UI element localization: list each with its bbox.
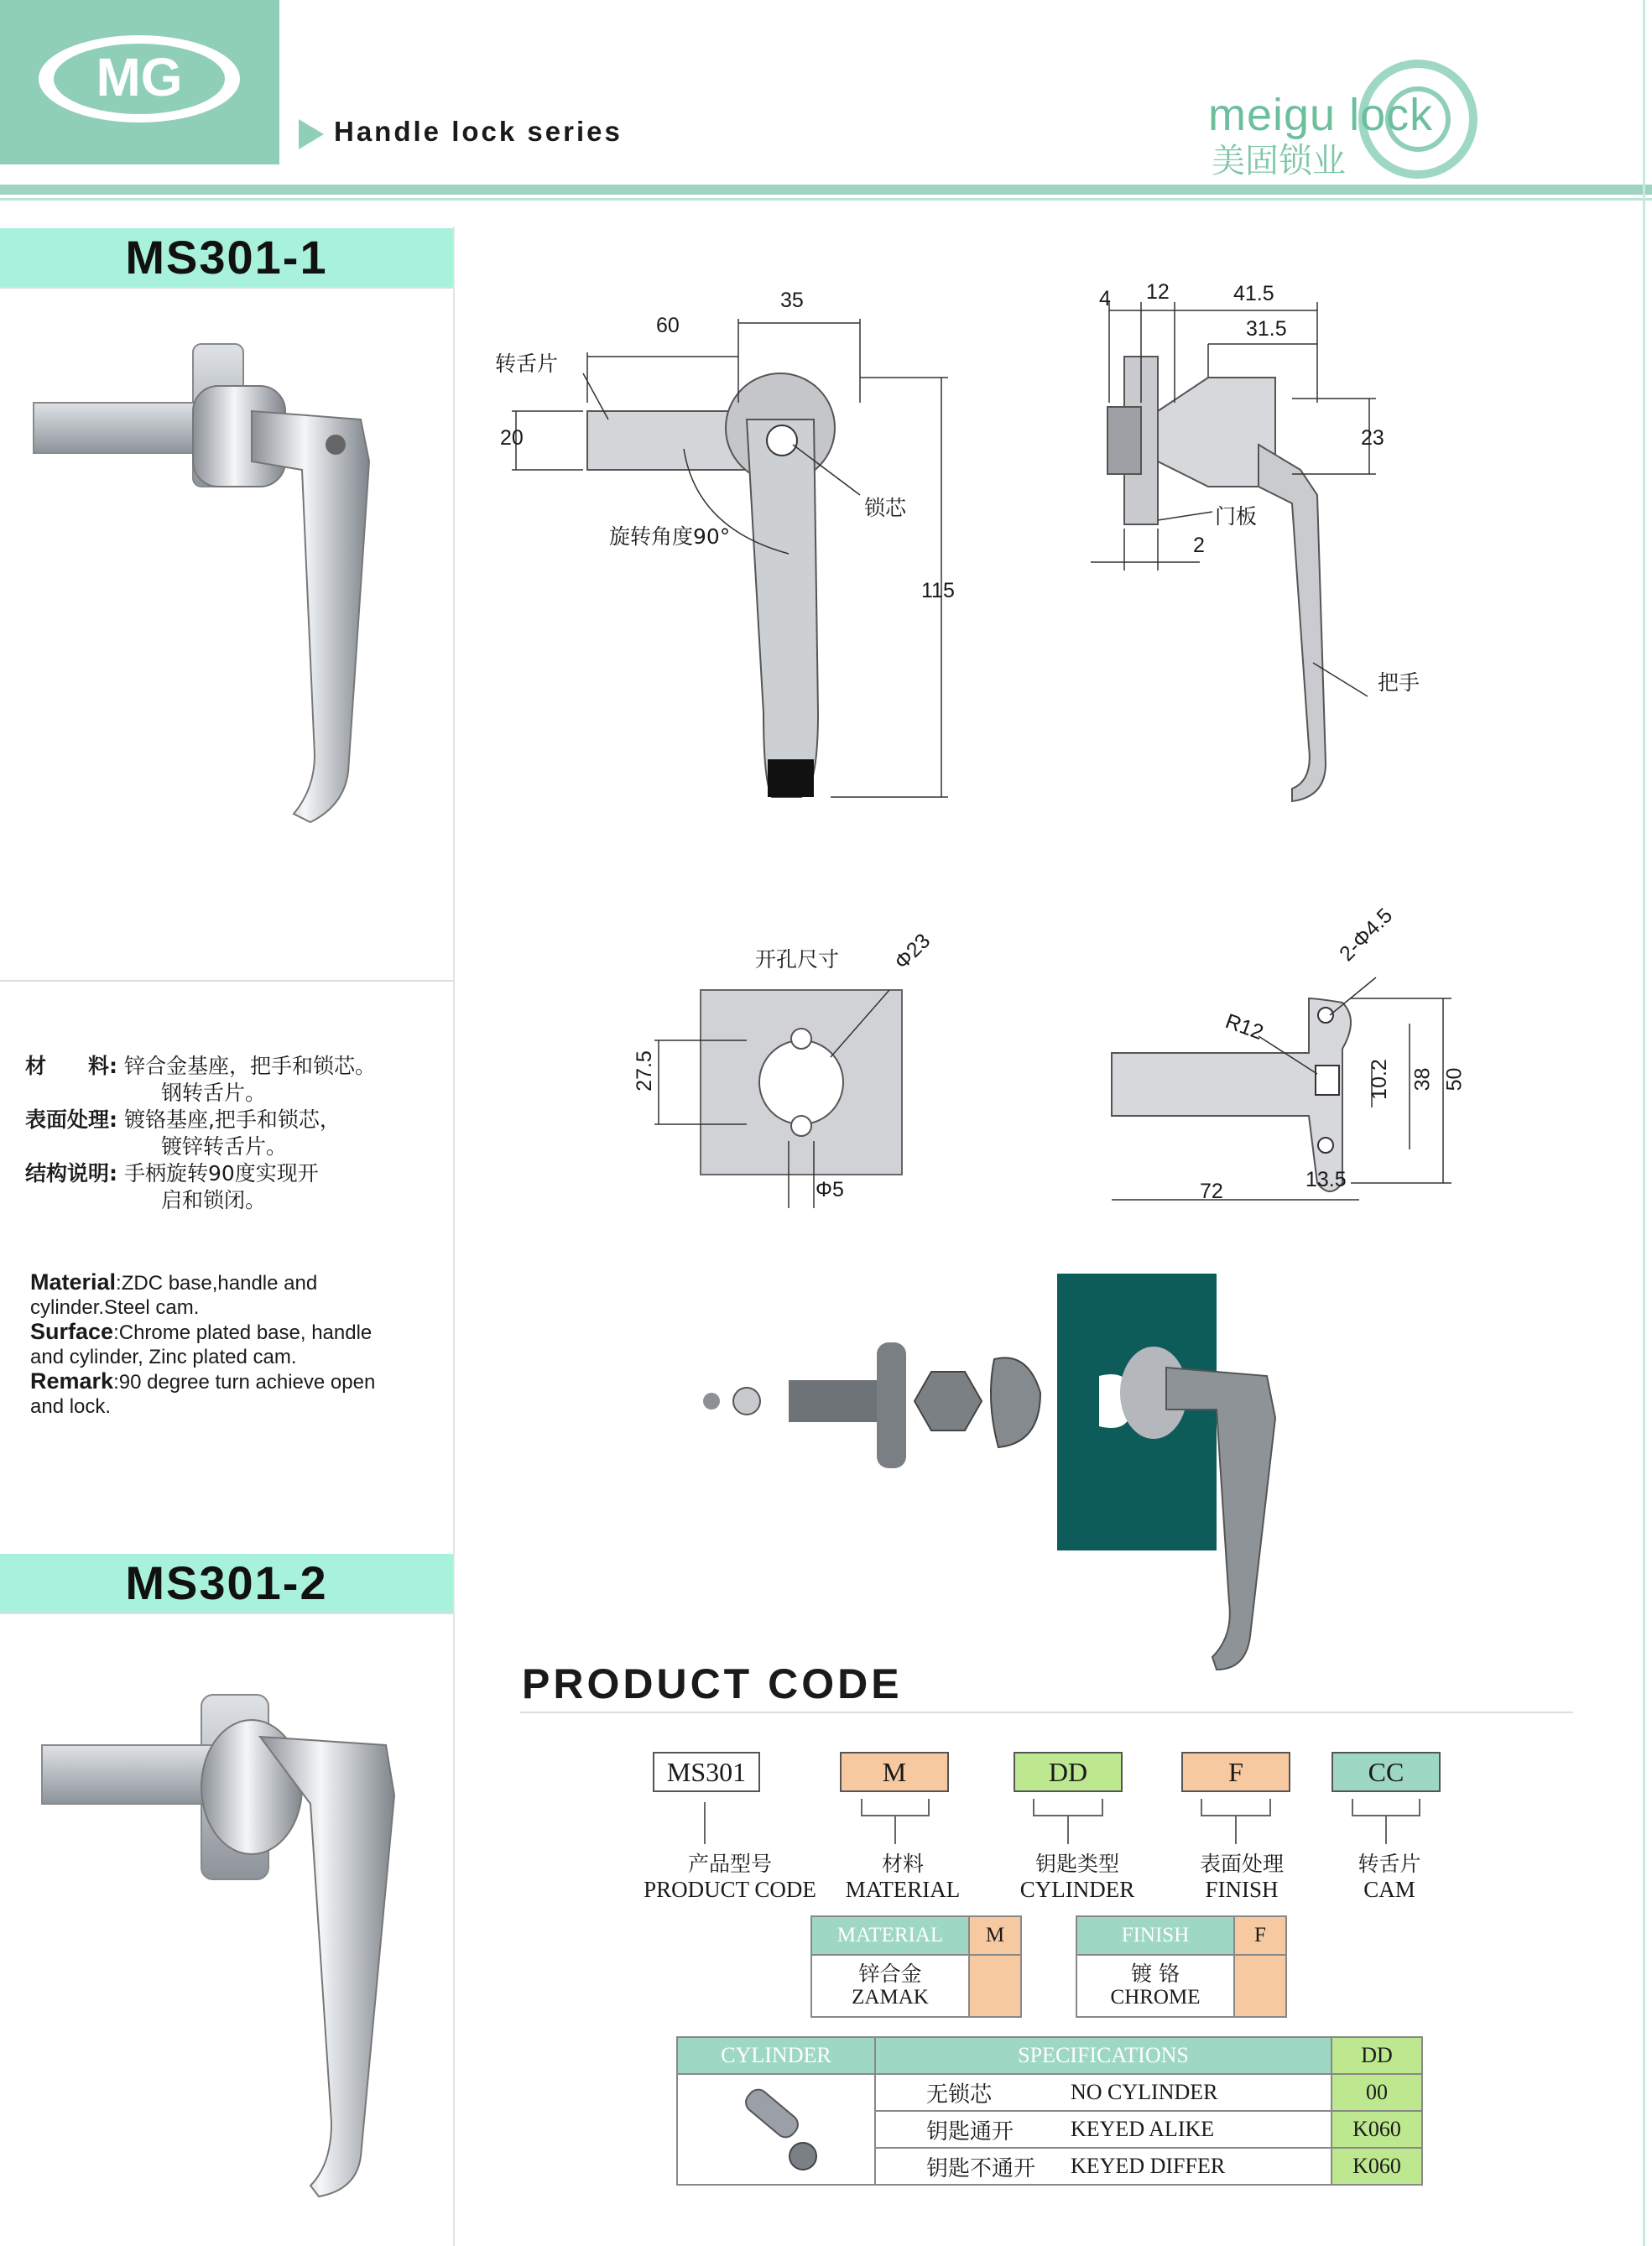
cylinder-label: 锁芯 — [864, 496, 907, 520]
dim-label: 2 — [1193, 534, 1205, 557]
caption-en: MATERIAL — [845, 1877, 961, 1902]
caption-en: CAM — [1363, 1877, 1415, 1902]
caption-en: FINISH — [1205, 1877, 1279, 1902]
product-code-title: PRODUCT CODE — [522, 1660, 903, 1707]
spec-en: KEYED ALIKE — [1070, 2111, 1332, 2148]
table-header-code: F — [1234, 1916, 1286, 1955]
caption-cn: 转舌片 — [1358, 1852, 1421, 1876]
code-caption-product — [621, 1851, 839, 1901]
brand-en: meigu lock — [1208, 90, 1434, 140]
desc-text: 锌合金基座，把手和锁芯。 — [123, 1054, 376, 1078]
dim-label: 20 — [500, 426, 524, 450]
finish-table — [1076, 1915, 1287, 2018]
dim-label: 31.5 — [1246, 317, 1287, 341]
description-en — [30, 1270, 383, 1419]
cam-drawing — [1099, 973, 1485, 1225]
desc-en-label: Remark — [30, 1368, 114, 1394]
spec-cn: 钥匙通开 — [875, 2111, 1070, 2148]
desc-en-text: :ZDC base,handle and cylinder.Steel cam. — [30, 1272, 318, 1319]
product-photo-2 — [34, 1686, 403, 2198]
desc-row — [25, 1160, 445, 1214]
code-box-finish: F — [1181, 1752, 1290, 1792]
caption-cn: 产品型号 — [687, 1852, 772, 1876]
desc-row — [25, 1107, 445, 1160]
desc-text: 镀锌转舌片。 — [161, 1134, 288, 1159]
desc-en-label: Surface — [30, 1319, 114, 1344]
dim-label: Φ5 — [816, 1178, 844, 1201]
material-table — [810, 1915, 1022, 2018]
page-border — [1643, 0, 1645, 2246]
spec-en: NO CYLINDER — [1070, 2074, 1332, 2111]
cylinder-table — [676, 2036, 1423, 2186]
key-cylinder-icon — [726, 2077, 826, 2177]
arrow-icon — [297, 117, 326, 151]
dim-label: 41.5 — [1233, 282, 1274, 305]
caption-en: PRODUCT CODE — [644, 1877, 816, 1902]
divider — [0, 287, 453, 289]
code-caption-cam — [1305, 1851, 1473, 1901]
code-box-product: MS301 — [653, 1752, 760, 1792]
table-header: FINISH — [1076, 1916, 1234, 1955]
table-header-code: DD — [1332, 2037, 1422, 2074]
column-divider — [453, 227, 455, 2246]
dim-label: 72 — [1200, 1180, 1223, 1203]
dim-label: 115 — [921, 579, 955, 602]
side-view-drawing — [1074, 277, 1477, 822]
cell-en: CHROME — [1110, 1986, 1201, 2009]
model-title-2: MS301-2 — [125, 1556, 328, 1609]
logo-text: MG — [96, 47, 183, 107]
desc-en-label: Material — [30, 1269, 117, 1295]
dim-label: Φ23 — [889, 929, 935, 974]
dim-label: 38 — [1410, 1067, 1435, 1092]
table-cell-code — [1234, 1955, 1286, 2017]
dim-label: 23 — [1361, 426, 1384, 450]
code-box-cylinder: DD — [1014, 1752, 1123, 1792]
spec-cn: 钥匙不通开 — [875, 2148, 1070, 2185]
desc-label: 结构说明: — [25, 1161, 117, 1186]
code-caption-material — [819, 1851, 987, 1901]
logo-panel — [0, 0, 279, 164]
spec-code: K060 — [1332, 2148, 1422, 2185]
desc-label: 材 料: — [25, 1054, 117, 1078]
desc-en-text: :Chrome plated base, handle and cylinder, Zinc plated cam. — [30, 1321, 373, 1368]
product-photo-1 — [25, 336, 386, 831]
desc-row — [25, 1053, 445, 1107]
caption-cn: 钥匙类型 — [1034, 1852, 1119, 1876]
code-connectors — [646, 1794, 1468, 1853]
desc-en-row — [30, 1320, 383, 1369]
series-title: Handle lock series — [334, 116, 623, 147]
table-cell — [811, 1955, 969, 2017]
cylinder-image-cell — [677, 2074, 875, 2185]
dim-label: 35 — [780, 289, 804, 312]
table-header: MATERIAL — [811, 1916, 969, 1955]
divider — [0, 1613, 453, 1614]
cell-en: ZAMAK — [852, 1986, 929, 2009]
code-box-material: M — [840, 1752, 949, 1792]
dim-label: 27.5 — [632, 1050, 656, 1092]
desc-text: 启和锁闭。 — [161, 1188, 267, 1212]
divider — [520, 1712, 1573, 1713]
cutout-drawing — [612, 973, 931, 1225]
description-cn — [25, 1053, 445, 1214]
spec-cn: 无锁芯 — [875, 2074, 1070, 2111]
desc-label: 表面处理: — [25, 1107, 117, 1132]
cell-cn: 锌合金 — [858, 1962, 922, 1986]
code-caption-finish — [1158, 1851, 1326, 1901]
desc-text: 镀铬基座,把手和锁芯， — [123, 1107, 341, 1132]
dim-label: 2-Φ4.5 — [1335, 904, 1398, 967]
dim-label: R12 — [1222, 1009, 1267, 1045]
dim-label: 60 — [656, 314, 680, 337]
cell-cn: 镀 铬 — [1131, 1962, 1180, 1986]
divider — [0, 980, 453, 982]
dim-label: 10.2 — [1367, 1059, 1391, 1100]
desc-text: 手柄旋转90度实现开 — [123, 1161, 319, 1186]
table-header: SPECIFICATIONS — [875, 2037, 1332, 2074]
mg-logo — [0, 0, 279, 164]
dim-label: 4 — [1099, 287, 1111, 310]
spec-code: K060 — [1332, 2111, 1422, 2148]
desc-en-text: :90 degree turn achieve open and lock. — [30, 1371, 376, 1418]
rotation-label: 旋转角度90° — [609, 524, 731, 549]
brand-cn: 美固锁业 — [1212, 142, 1346, 180]
caption-cn: 表面处理 — [1199, 1852, 1284, 1876]
desc-en-row — [30, 1270, 383, 1320]
table-cell-code — [969, 1955, 1021, 2017]
desc-en-row — [30, 1369, 383, 1419]
model-title-1: MS301-1 — [125, 231, 328, 284]
handle-label: 把手 — [1378, 670, 1420, 695]
spec-code: 00 — [1332, 2074, 1422, 2111]
table-cell — [1076, 1955, 1234, 2017]
header-rule — [0, 185, 1652, 195]
dim-label: 12 — [1146, 280, 1170, 304]
door-panel-label: 门板 — [1215, 504, 1258, 529]
caption-en: CYLINDER — [1019, 1877, 1135, 1902]
desc-text: 钢转舌片。 — [161, 1081, 267, 1105]
brand-logo — [1208, 50, 1527, 193]
table-header-code: M — [969, 1916, 1021, 1955]
dim-label: 50 — [1442, 1067, 1467, 1092]
cam-label: 转舌片 — [495, 352, 559, 376]
header-rule-thin — [0, 198, 1652, 201]
dim-label: 13.5 — [1305, 1168, 1347, 1191]
caption-cn: 材料 — [881, 1852, 924, 1876]
code-caption-cylinder — [993, 1851, 1161, 1901]
exploded-view-illustration — [696, 1267, 1317, 1686]
spec-en: KEYED DIFFER — [1070, 2148, 1332, 2185]
cutout-label: 开孔尺寸 — [755, 947, 840, 972]
code-box-cam: CC — [1332, 1752, 1441, 1792]
table-header: CYLINDER — [677, 2037, 875, 2074]
